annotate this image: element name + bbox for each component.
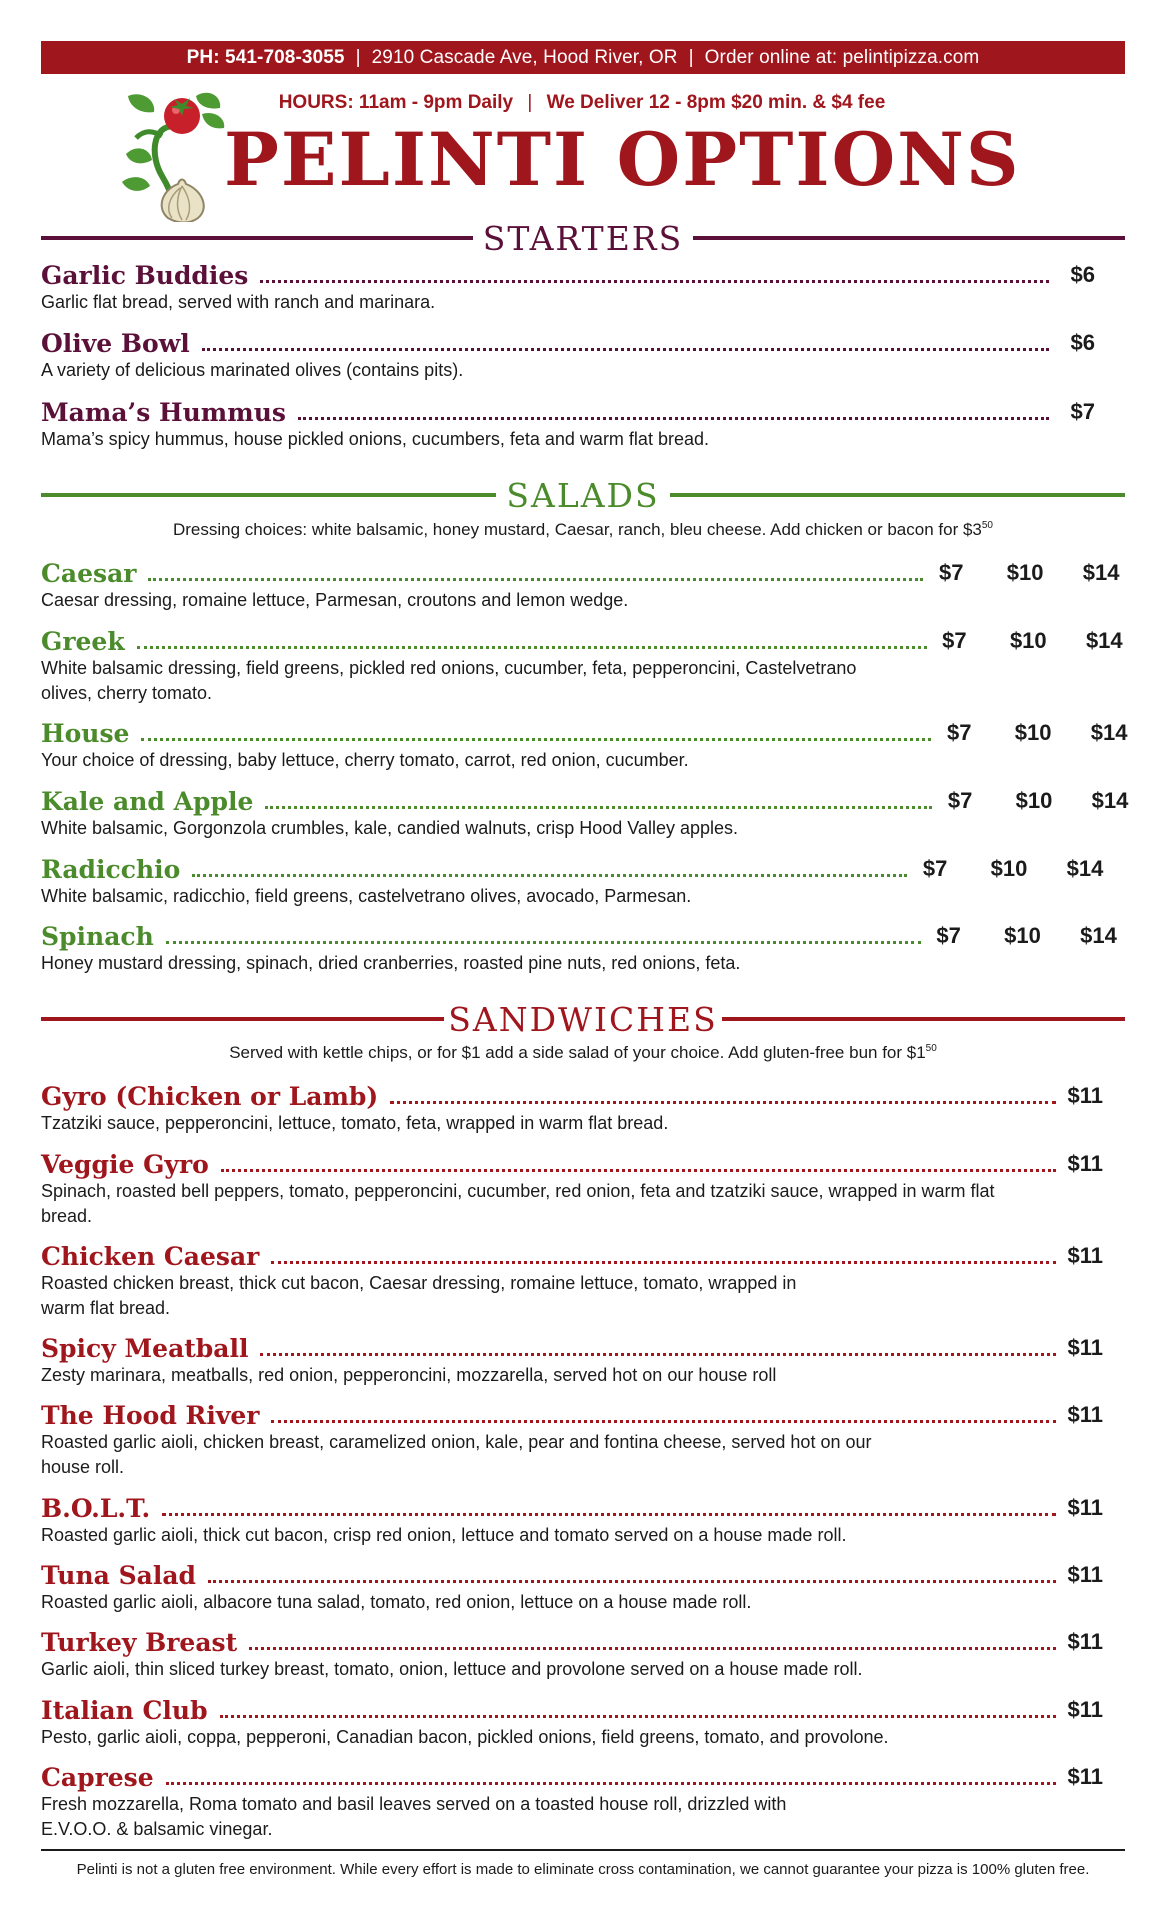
- price-medium: $10: [1006, 560, 1044, 585]
- price-medium: $10: [1009, 628, 1047, 653]
- hours-line: [222, 92, 942, 114]
- menu-item: [41, 1625, 1125, 1682]
- item-name: Spinach: [41, 922, 154, 951]
- price-small: $7: [938, 560, 964, 585]
- divider: [722, 1017, 1125, 1021]
- divider: [41, 236, 473, 240]
- item-price: $11: [1067, 1697, 1103, 1722]
- item-description: White balsamic dressing, field greens, pickled red onions, cucumber, feta, pepperoncini, Castelvetrano olives, cherry tomato.: [41, 658, 857, 703]
- hours-text: HOURS: 11am - 9pm Daily: [278, 92, 514, 113]
- item-name: Greek: [41, 627, 125, 656]
- item-prices: [935, 720, 1127, 746]
- dot-leader: [390, 1101, 1056, 1104]
- item-description: A variety of delicious marinated olives (contains pits).: [41, 360, 464, 380]
- item-prices: [927, 560, 1119, 586]
- item-price: $6: [1070, 262, 1095, 287]
- item-name: Kale and Apple: [41, 787, 254, 816]
- gluten-disclaimer: Pelinti is not a gluten free environment. While every effort is made to eliminate cross contamination, we cannot guarantee your pizza is 100% gluten free.: [76, 1861, 1090, 1878]
- sandwiches-header: [41, 999, 1125, 1039]
- item-description: Roasted garlic aioli, albacore tuna salad, tomato, red onion, lettuce on a house made roll.: [41, 1592, 752, 1612]
- menu-item: [41, 395, 1125, 452]
- item-price: $11: [1067, 1629, 1103, 1654]
- menu-item: [41, 1558, 1125, 1615]
- dot-leader: [166, 941, 921, 944]
- section-title: STARTERS: [482, 218, 684, 258]
- separator: |: [355, 46, 361, 68]
- price-small: $7: [942, 628, 967, 653]
- item-name: Gyro (Chicken or Lamb): [41, 1082, 379, 1111]
- item-price: $11: [1067, 1562, 1103, 1587]
- dot-leader: [202, 348, 1049, 351]
- price-large: $14: [1091, 788, 1129, 813]
- dot-leader: [148, 578, 923, 581]
- divider: [670, 493, 1125, 497]
- dot-leader: [298, 417, 1049, 420]
- note-superscript: 50: [981, 520, 993, 531]
- item-name: Garlic Buddies: [41, 261, 249, 290]
- item-description: Roasted garlic aioli, chicken breast, caramelized onion, kale, pear and fontina cheese, served hot on our house roll.: [41, 1432, 872, 1477]
- item-name: B.O.L.T.: [41, 1494, 151, 1523]
- dot-leader: [192, 874, 907, 877]
- dot-leader: [141, 738, 931, 741]
- item-price: $11: [1067, 1402, 1103, 1427]
- price-large: $14: [1082, 560, 1120, 585]
- item-name: Italian Club: [41, 1696, 208, 1725]
- menu-item: [41, 1398, 1125, 1480]
- item-description: Your choice of dressing, baby lettuce, cherry tomato, carrot, red onion, cucumber.: [41, 750, 689, 770]
- price-large: $14: [1066, 856, 1104, 881]
- note-text: Dressing choices: white balsamic, honey mustard, Caesar, ranch, bleu cheese. Add chicken or bacon for $3: [172, 520, 982, 539]
- sandwiches-note: [41, 1043, 1125, 1063]
- salads-header: [41, 475, 1125, 515]
- section-title: SALADS: [506, 475, 660, 515]
- item-description: White balsamic, Gorgonzola crumbles, kale, candied walnuts, crisp Hood Valley apples.: [41, 818, 738, 838]
- dot-leader: [271, 1420, 1056, 1423]
- item-name: Caesar: [41, 559, 137, 588]
- dot-leader: [162, 1513, 1056, 1516]
- price-small: $7: [947, 788, 973, 813]
- menu-item: [41, 1147, 1125, 1229]
- dot-leader: [249, 1647, 1056, 1650]
- item-description: Garlic flat bread, served with ranch and marinara.: [41, 292, 436, 312]
- item-name: Spicy Meatball: [41, 1334, 249, 1363]
- item-name: Turkey Breast: [41, 1628, 238, 1657]
- menu-item: [41, 624, 1125, 706]
- price-small: $7: [936, 923, 961, 948]
- item-price: $11: [1067, 1495, 1103, 1520]
- starters-header: [41, 218, 1125, 258]
- item-description: Zesty marinara, meatballs, red onion, pepperoncini, mozzarella, served hot on our house roll: [41, 1365, 777, 1385]
- phone-number[interactable]: PH: 541-708-3055: [186, 46, 345, 68]
- item-price: $7: [1070, 399, 1095, 424]
- item-description: Spinach, roasted bell peppers, tomato, pepperoncini, cucumber, red onion, feta and tzatziki sauce, wrapped in warm flat bread.: [41, 1181, 995, 1226]
- dot-leader: [260, 280, 1049, 283]
- item-prices: [911, 856, 1103, 882]
- menu-item: [41, 1239, 1125, 1321]
- address: 2910 Cascade Ave, Hood River, OR: [371, 46, 678, 68]
- price-medium: $10: [1004, 923, 1041, 948]
- menu-item: [41, 784, 1129, 841]
- menu-item: [41, 1760, 1125, 1842]
- dot-leader: [166, 1782, 1056, 1785]
- price-small: $7: [946, 720, 972, 745]
- price-large: $14: [1080, 923, 1117, 948]
- separator: |: [688, 46, 694, 68]
- tomato-garlic-logo-icon: [122, 86, 232, 222]
- brand-title: PELINTI OPTIONS: [224, 117, 1021, 203]
- item-description: Roasted garlic aioli, thick cut bacon, crisp red onion, lettuce and tomato served on a house made roll.: [41, 1525, 847, 1545]
- item-name: The Hood River: [41, 1401, 260, 1430]
- dot-leader: [221, 1169, 1056, 1172]
- item-price: $11: [1067, 1243, 1103, 1268]
- item-name: Chicken Caesar: [41, 1242, 260, 1271]
- divider: [693, 236, 1125, 240]
- item-description: Honey mustard dressing, spinach, dried cranberries, roasted pine nuts, red onions, feta.: [41, 953, 741, 973]
- dot-leader: [137, 646, 927, 649]
- item-name: House: [41, 719, 130, 748]
- item-name: Caprese: [41, 1763, 154, 1792]
- item-description: Roasted chicken breast, thick cut bacon, Caesar dressing, romaine lettuce, tomato, wrapped in warm flat bread.: [41, 1273, 797, 1318]
- item-description: Fresh mozzarella, Roma tomato and basil leaves served on a toasted house roll, drizzled with E.V.O.O. & balsamic vinegar.: [41, 1794, 787, 1839]
- item-description: Tzatziki sauce, pepperoncini, lettuce, tomato, feta, wrapped in warm flat bread.: [41, 1113, 669, 1133]
- menu-item: [41, 1331, 1125, 1388]
- footer-divider: [41, 1849, 1125, 1851]
- delivery-text: We Deliver 12 - 8pm $20 min. & $4 fee: [546, 92, 886, 113]
- note-superscript: 50: [925, 1043, 937, 1054]
- price-medium: $10: [1014, 720, 1052, 745]
- menu-item: [41, 326, 1125, 383]
- item-name: Tuna Salad: [41, 1561, 196, 1590]
- menu-item: [41, 1491, 1125, 1548]
- item-description: Pesto, garlic aioli, coppa, pepperoni, Canadian bacon, pickled onions, field greens, tomato, and provolone.: [41, 1727, 889, 1747]
- item-description: White balsamic, radicchio, field greens, castelvetrano olives, avocado, Parmesan.: [41, 886, 692, 906]
- dot-leader: [208, 1580, 1056, 1583]
- item-price: $11: [1067, 1335, 1103, 1360]
- item-description: Caesar dressing, romaine lettuce, Parmesan, croutons and lemon wedge.: [41, 590, 629, 610]
- note-text: Served with kettle chips, or for $1 add a side salad of your choice. Add gluten-free bun for $1: [229, 1043, 926, 1062]
- item-description: Garlic aioli, thin sliced turkey breast, tomato, onion, lettuce and provolone served on a house made roll.: [41, 1659, 863, 1679]
- menu-item: [41, 919, 1125, 976]
- menu-item: [41, 716, 1128, 773]
- item-prices: [936, 788, 1128, 814]
- price-medium: $10: [990, 856, 1028, 881]
- item-name: Radicchio: [41, 855, 181, 884]
- menu-item: [41, 1079, 1125, 1136]
- menu-item: [41, 1693, 1125, 1750]
- item-price: $11: [1067, 1764, 1103, 1789]
- item-price: $6: [1070, 330, 1095, 355]
- divider: [41, 493, 496, 497]
- price-small: $7: [922, 856, 948, 881]
- section-title: SANDWICHES: [448, 999, 718, 1039]
- item-name: Olive Bowl: [41, 329, 190, 358]
- item-name: Veggie Gyro: [41, 1150, 209, 1179]
- divider: [41, 1017, 444, 1021]
- salads-note: [41, 520, 1125, 540]
- dot-leader: [271, 1261, 1056, 1264]
- price-large: $14: [1085, 628, 1123, 653]
- dot-leader: [260, 1353, 1056, 1356]
- menu-item: [41, 556, 1125, 613]
- dot-leader: [220, 1715, 1056, 1718]
- price-medium: $10: [1015, 788, 1053, 813]
- item-description: Mama’s spicy hummus, house pickled onions, cucumbers, feta and warm flat bread.: [41, 429, 709, 449]
- item-price: $11: [1067, 1151, 1103, 1176]
- item-name: Mama’s Hummus: [41, 398, 286, 427]
- item-prices: [931, 628, 1123, 654]
- item-prices: [925, 923, 1117, 949]
- price-large: $14: [1090, 720, 1128, 745]
- menu-item: [41, 852, 1125, 909]
- dot-leader: [265, 806, 932, 809]
- contact-bar: [41, 41, 1125, 74]
- separator: |: [527, 92, 533, 113]
- item-price: $11: [1067, 1083, 1103, 1108]
- menu-item: [41, 258, 1125, 315]
- order-online-link[interactable]: Order online at: pelintipizza.com: [704, 46, 980, 68]
